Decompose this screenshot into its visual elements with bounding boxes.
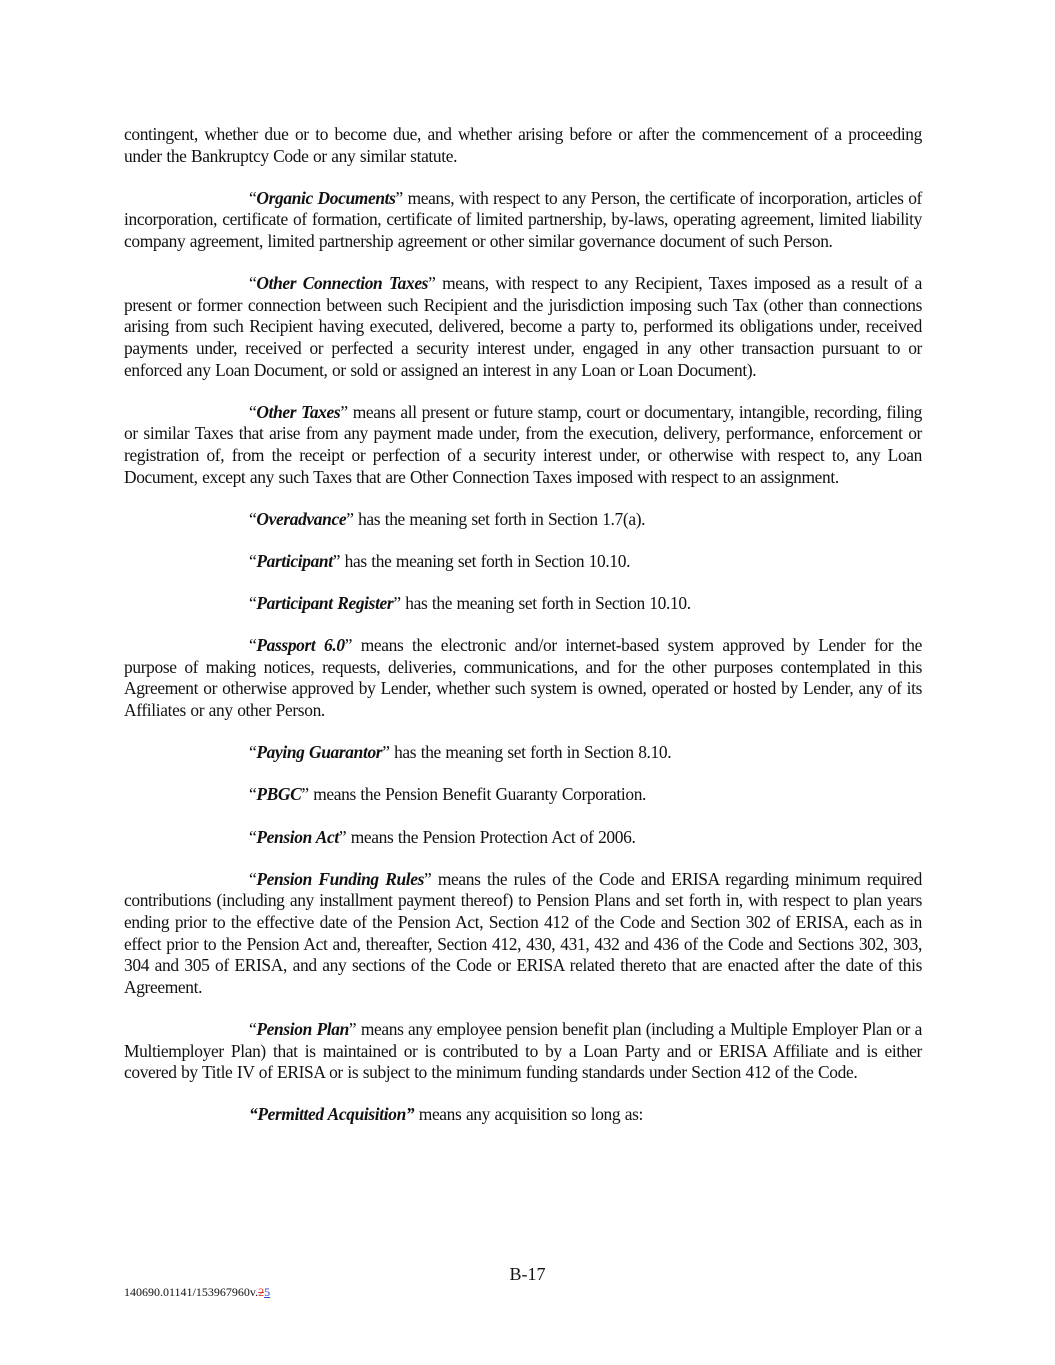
version-deleted: 2 [258,1285,265,1299]
definition-continuation [124,124,922,167]
definition-pension-plan [124,1019,922,1084]
defined-term: Participant [256,550,333,571]
close-quote: ” [344,635,353,656]
defined-term: PBGC [256,784,302,805]
definition-organic-documents [124,188,922,253]
defined-term: Pension Plan [256,1018,349,1039]
open-quote: “ [249,784,257,805]
document-body [124,124,922,1147]
close-quote: ” [424,868,432,889]
definition-pension-act [124,827,922,849]
close-quote: ” [338,826,347,847]
open-quote: “ [249,635,257,656]
defined-term: Organic Documents [256,187,396,208]
definition-other-taxes [124,402,922,488]
definition-text: means the electronic and/or internet-based system approved by Lender for the purpose of making notices, requests, deliveries, communications, and for the other purposes contemplated in this Agreement or otherwise approved by Lender, whether such system is owned, operated or hosted by Lender, any of its Affiliates or any other Person. [124,635,922,721]
definition-passport [124,635,922,721]
definition-participant [124,551,922,573]
open-quote: “ [249,187,257,208]
close-quote: ” [393,593,401,614]
defined-term: Paying Guarantor [256,742,383,763]
definition-pbgc [124,784,922,806]
definition-text: means the Pension Benefit Guaranty Corporation. [308,784,647,805]
defined-term: Other Connection Taxes [256,273,429,294]
defined-term: Other Taxes [256,401,341,422]
definition-text: has the meaning set forth in Section 1.7(a). [353,508,646,529]
open-quote: “ [249,1104,258,1125]
document-id [124,1285,270,1300]
definition-text: means the rules of the Code and ERISA regarding minimum required contributions (including any installment payment thereof) to Pension Plans and set forth in, with respect to plan years ending prior to the effective date of the Pension Act, Section 412 of the Code and Section 302 of ERISA, each as in effect prior to the Pension Act and, thereafter, Section 412, 430, 431, 432 and 436 of the Code and Sections 302, 303, 304 and 305 of ERISA, and any sections of the Code or ERISA related thereto that are enacted after the date of this Agreement. [124,868,922,997]
definition-pension-funding-rules [124,869,922,999]
close-quote: ” [382,742,390,763]
definition-text: means, with respect to any Recipient, Taxes imposed as a result of a present or former connection between such Recipient and the jurisdiction imposing such Tax (other than connections arising from such Recipient having executed, delivered, become a party to, performed its obligations under, received payments under, received or perfected a security interest under, engaged in any other transaction pursuant to or enforced any Loan Document, or sold or assigned an interest in any Loan or Loan Document). [124,273,922,380]
definition-overadvance [124,509,922,531]
close-quote: ” [428,273,436,294]
definition-text: has the meaning set forth in Section 8.10. [389,742,672,763]
defined-term: Pension Funding Rules [256,868,425,889]
defined-term: Permitted Acquisition [257,1104,406,1125]
definition-participant-register [124,593,922,615]
definition-text: means, with respect to any Person, the certificate of incorporation, articles of incorporation, certificate of formation, certificate of limited partnership, by-laws, operating agreement, limited liability company agreement, limited partnership agreement or other similar governance document of such Person. [124,187,922,251]
open-quote: “ [249,826,257,847]
definition-paying-guarantor [124,742,922,764]
open-quote: “ [249,593,257,614]
document-id-prefix: 140690.01141/153967960v. [124,1285,259,1299]
open-quote: “ [249,508,257,529]
version-inserted: 5 [264,1285,271,1299]
paragraph-text: contingent, whether due or to become due, and whether arising before or after the commencement of a proceeding under the Bankruptcy Code or any similar statute. [124,124,922,166]
open-quote: “ [249,1018,257,1039]
definition-text: means any employee pension benefit plan (including a Multiple Employer Plan or a Multiemployer Plan) that is maintained or is contributed to by a Loan Party and or ERISA Affiliate and is either covered by Title IV of ERISA or is subject to the minimum funding standards under Section 412 of the Code. [124,1018,922,1083]
definition-text: has the meaning set forth in Section 10.10. [400,593,691,614]
close-quote: ” [395,187,403,208]
defined-term: Participant Register [256,593,394,614]
defined-term: Passport 6.0 [256,635,345,656]
definition-text: means any acquisition so long as: [414,1104,644,1125]
close-quote: ” [301,784,309,805]
open-quote: “ [249,868,257,889]
open-quote: “ [249,550,257,571]
close-quote: ” [405,1104,415,1125]
defined-term: Pension Act [256,826,339,847]
defined-term: Overadvance [256,508,347,529]
definition-text: means the Pension Protection Act of 2006. [346,826,636,847]
definition-permitted-acquisition [124,1104,922,1126]
close-quote: ” [346,508,354,529]
definition-text: means all present or future stamp, court or documentary, intangible, recording, filing or similar Taxes that arise from any payment made under, from the execution, delivery, performance, enforcement or registration of, from the receipt or perfection of a security interest under, or otherwise with respect to, any Loan Document, except any such Taxes that are Other Connection Taxes imposed with respect to an assignment. [124,401,923,487]
close-quote: ” [340,401,348,422]
page-number: B-17 [509,1264,546,1284]
open-quote: “ [249,742,257,763]
definition-other-connection-taxes [124,273,922,381]
definition-text: has the meaning set forth in Section 10.10. [340,550,631,571]
open-quote: “ [249,273,257,294]
close-quote: ” [348,1018,357,1039]
close-quote: ” [332,550,341,571]
open-quote: “ [249,401,257,422]
